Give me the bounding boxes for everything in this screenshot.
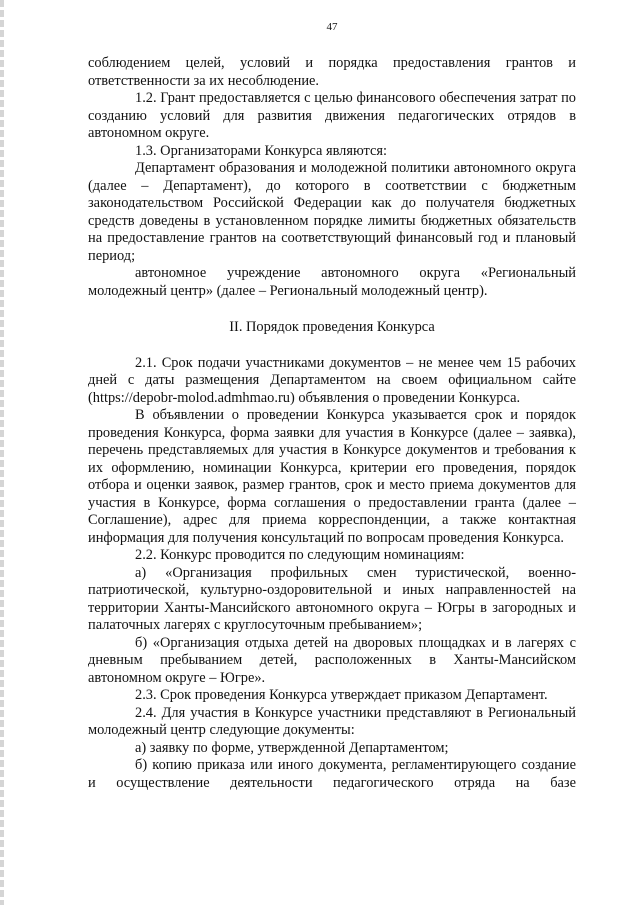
section-heading: II. Порядок проведения Конкурса xyxy=(229,319,435,335)
paragraph: 2.3. Срок проведения Конкурса утверждает приказом Департамент. xyxy=(135,687,548,703)
paragraph: В объявлении о проведении Конкурса указывается срок и порядок проведения Конкурса, форма заявки для участия в Конкурсе (далее – заявка), перечень представляемых для участия в Конкурсе документов и требования к их оформлению, номинации Конкурса, критерии его проведения, порядок отбора и оценки заявок, размер грантов, срок и место приема документов для участия в Конкурсе, форма соглашения о предоставлении гранта (далее – Соглашение), адрес для приема корреспонденции, а также контактная информация для получения консультаций по вопросам проведения Конкурса. xyxy=(88,407,576,546)
paragraph: б) копию приказа или иного документа, регламентирующего создание и осуществление деятельности педагогического отряда на базе xyxy=(88,757,576,791)
paragraph: 1.2. Грант предоставляется с целью финансового обеспечения затрат по созданию условий для развития движения педагогических отрядов в автономном округе. xyxy=(88,90,576,141)
page-number: 47 xyxy=(326,21,338,33)
paragraph: 2.1. Срок подачи участниками документов – не менее чем 15 рабочих дней с даты размещения Департаментом на своем официальном сайте (https://depobr-molod.admhmao.ru) объявления о проведении Конкурса. xyxy=(88,354,576,406)
paragraph: автономное учреждение автономного округа «Региональный молодежный центр» (далее – Региональный молодежный центр). xyxy=(88,265,576,299)
paragraph: 2.2. Конкурс проводится по следующим номинациям: xyxy=(135,547,465,563)
paragraph: а) заявку по форме, утвержденной Департаментом; xyxy=(135,739,449,756)
paragraph: а) «Организация профильных смен туристической, военно-патриотической, культурно-оздоровительной и иных направленностей на территории Ханты-Мансийского автономного округа – Югры в загородных и палаточных лагерях с круглосуточным пребыванием»; xyxy=(88,564,576,633)
paragraph: соблюдением целей, условий и порядка предоставления грантов и ответственности за их несоблюдение. xyxy=(88,55,576,89)
paragraphs-top xyxy=(88,55,576,300)
paragraph: Департамент образования и молодежной политики автономного округа (далее – Департамент), до которого в соответствии с бюджетным законодательством Российской Федерации как до получателя бюджетных средств доведены в установленном порядке лимиты бюджетных обязательств на предоставление грантов на соответствующий финансовый год и плановый период; xyxy=(88,160,576,264)
paragraph: 2.4. Для участия в Конкурсе участники представляют в Региональный молодежный центр следующие документы: xyxy=(88,704,576,738)
paragraph: б) «Организация отдыха детей на дворовых площадках и в лагерях с дневным пребыванием детей, расположенных в Ханты-Мансийском автономном округе – Югре». xyxy=(88,634,576,686)
document-page xyxy=(88,20,576,792)
paragraph: 1.3. Организаторами Конкурса являются: xyxy=(135,142,388,159)
scan-edge-artifact xyxy=(0,0,4,905)
paragraphs-bottom xyxy=(88,355,576,793)
